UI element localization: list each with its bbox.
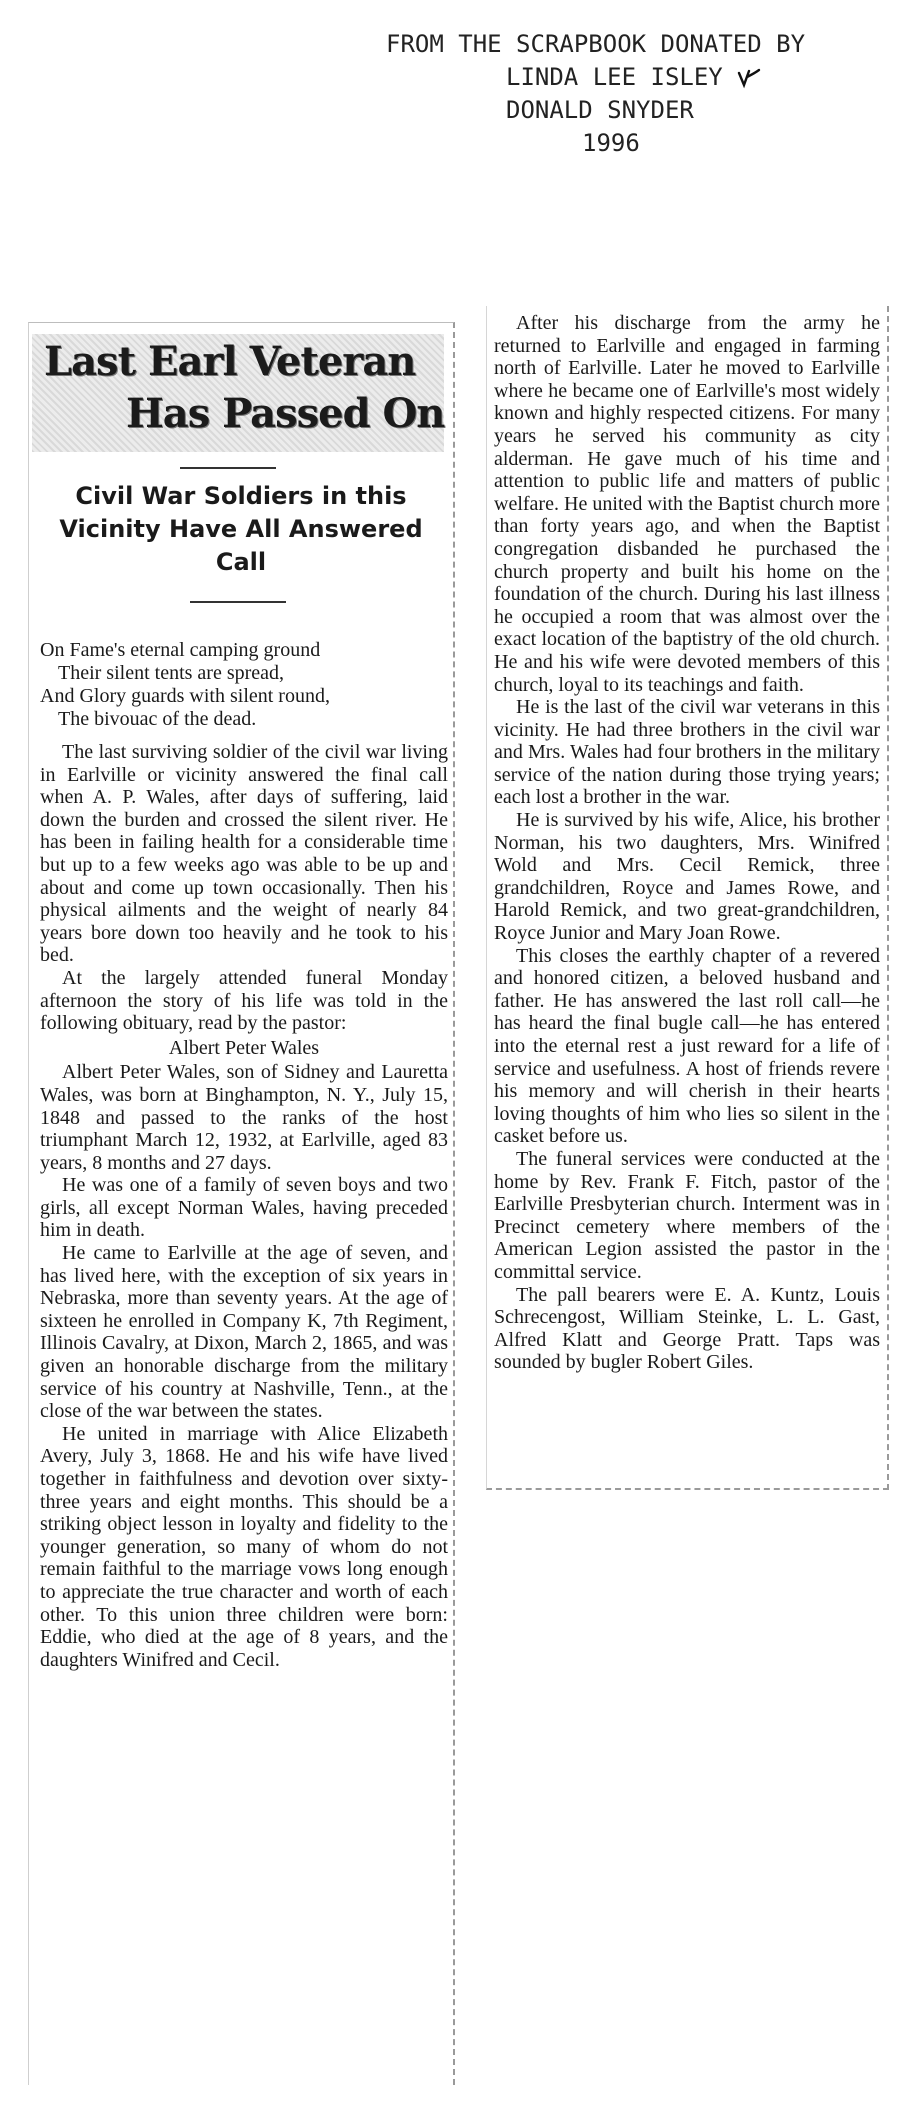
headline-block <box>32 334 444 452</box>
paragraph-services: The funeral services were conducted at the home by Rev. Frank F. Fitch, pastor of the Earlville Presbyterian church. Interment was in Precinct cemetery where members of the American Legion assisted the pastor in the committal service. <box>494 1147 880 1283</box>
paragraph-pall-bearers: The pall bearers were E. A. Kuntz, Louis Schrecengost, William Steinke, L. L. Gast, Alfred Klatt and George Pratt. Taps was sounded by bugler Robert Giles. <box>494 1283 880 1374</box>
left-column-text <box>40 741 448 1671</box>
paragraph-survivors: He is survived by his wife, Alice, his brother Norman, his two daughters, Mrs. Winifred Wold and Mrs. Cecil Remick, three grandchildren, Royce and James Rowe, and Harold Remick, and two great-grandchildren, Royce Junior and Mary Joan Rowe. <box>494 809 880 945</box>
subheadline: Civil War Soldiers in this Vicinity Have All Answered Call <box>59 482 423 576</box>
right-column-text <box>494 312 880 1374</box>
paragraph-last-veteran: He is the last of the civil war veterans in this vicinity. He had three brothers in the civil war and Mrs. Wales had four brothers in the military service of the nation during those trying years; each lost a brother in the war. <box>494 696 880 809</box>
handwritten-mark-icon <box>737 67 761 89</box>
paragraph-opening: The last surviving soldier of the civil war living in Earlville or vicinity answered the final call when A. P. Wales, after days of suffering, laid down the burden and crossed the silent river. He has been in failing health for a considerable time but up to a few weeks ago was able to be up and about and come up town occasionally. Then his physical ailments and the weight of nearly 84 years bore down too heavily and he took to his bed. <box>40 741 448 967</box>
stamp-line-1: FROM THE SCRAPBOOK DONATED BY <box>386 30 806 58</box>
paragraph-family: He was one of a family of seven boys and two girls, all except Norman Wales, having preceded him in death. <box>40 1174 448 1242</box>
poem-line: On Fame's eternal camping ground <box>40 639 321 661</box>
stamp-year: 1996 <box>582 129 640 157</box>
paragraph-closing: This closes the earthly chapter of a revered and honored citizen, a beloved husband and father. He has answered the last roll call—he has heard the final bugle call—he has entered into the eternal rest a just reward for a life of service and usefulness. A host of friends revere his memory and will cherish in their hearts loving thoughts of him who lies so silent in the casket before us. <box>494 944 880 1148</box>
paragraph-marriage: He united in marriage with Alice Elizabeth Avery, July 3, 1868. He and his wife have lived together in faithfulness and devotion over sixty-three years and eight months. This should be a striking object lesson in loyalty and fidelity to the younger generation, so many of whom do not remain faithful to the marriage vows long enough to appreciate the true character and worth of each other. To this union three children were born: Eddie, who died at the age of 8 years, and the daughters Winifred and Cecil. <box>40 1422 448 1671</box>
donation-stamp <box>386 28 906 160</box>
paragraph-birth: Albert Peter Wales, son of Sidney and Lauretta Wales, was born at Binghampton, N. Y., July 15, 1848 and passed to the ranks of the host triumphant March 12, 1932, at Earlville, aged 83 years, 8 months and 27 days. <box>40 1061 448 1174</box>
obituary-heading: Albert Peter Wales <box>168 1036 320 1059</box>
paragraph-later-life: After his discharge from the army he returned to Earlville and engaged in farming north of Earlville. Later he moved to Earlville where he became one of Earlville's most widely known and highly respected citizens. For many years he served his community as city alderman. He gave much of his time and attention to public life and matters of public welfare. He united with the Baptist church more than forty years ago, and when the Baptist congregation disbanded he purchased the church property and built his home on the foundation of the church. During his last illness he occupied a room that was almost over the exact location of the baptistry of the old church. He and his wife were devoted members of this church, loyal to its teachings and faith. <box>494 312 880 696</box>
stamp-line-3: DONALD SNYDER <box>506 96 694 124</box>
opening-poem <box>40 639 450 731</box>
subhead-divider <box>190 601 286 603</box>
headline-divider <box>180 467 276 469</box>
poem-line: The bivouac of the dead. <box>58 708 257 730</box>
paragraph-funeral: At the largely attended funeral Monday afternoon the story of his life was told in the following obituary, read by the pastor: <box>40 966 448 1035</box>
headline-line-2: Has Passed On <box>126 390 445 437</box>
paragraph-military: He came to Earlville at the age of seven, and has lived here, with the exception of six years in Nebraska, more than seventy years. At the age of sixteen he enrolled in Company K, 7th Regiment, Illinois Cavalry, at Dixon, March 2, 1865, and was given an honorable discharge from the military service of his country at Nashville, Tenn., at the close of the war between the states. <box>40 1242 448 1423</box>
stamp-donor-name: LINDA LEE ISLEY <box>506 63 723 91</box>
stamp-line-2 <box>386 61 906 94</box>
poem-line: And Glory guards with silent round, <box>40 685 330 707</box>
poem-line: Their silent tents are spread, <box>58 662 285 684</box>
headline-line-1: Last Earl Veteran <box>44 338 416 385</box>
